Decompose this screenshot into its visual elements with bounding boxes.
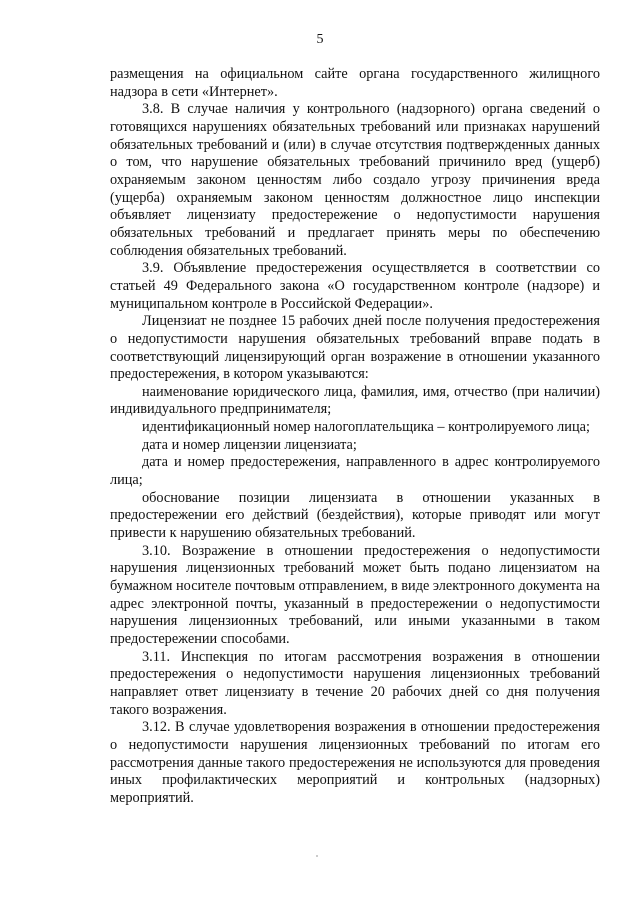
paragraph: 3.10. Возражение в отношении предостережения о недопустимости нарушения лицензионных требований может быть подано лицензиатом на бумажном носителе почтовым отправлением, в виде электронного документа на адрес электронной почты, указанный в предостережении о недопустимости нарушения лицензионных требований, или иными указанными в таком предостережении способами. bbox=[110, 542, 600, 647]
paragraph: обоснование позиции лицензиата в отношении указанных в предостережении его действий (бездействия), которые приводят или могут привести к нарушению обязательных требований. bbox=[110, 489, 600, 542]
paragraph: дата и номер предостережения, направленного в адрес контролируемого лица; bbox=[110, 454, 600, 489]
paragraph: Лицензиат не позднее 15 рабочих дней после получения предостережения о недопустимости нарушения обязательных требований вправе подать в соответствующий лицензирующий орган возражение в отношении указанного предостережения, в котором указываются: bbox=[110, 313, 600, 383]
document-body bbox=[110, 66, 600, 808]
paragraph: 3.12. В случае удовлетворения возражения в отношении предостережения о недопустимости нарушения лицензионных требований по итогам его рассмотрения данные такого предостережения не используются для проведения иных профилактических мероприятий и контрольных (надзорных) мероприятий. bbox=[110, 719, 600, 806]
paragraph: наименование юридического лица, фамилия, имя, отчество (при наличии) индивидуального предпринимателя; bbox=[110, 383, 600, 418]
paragraph: размещения на официальном сайте органа государственного жилищного надзора в сети «Интернет». bbox=[110, 66, 600, 100]
paragraph: 3.9. Объявление предостережения осуществляется в соответствии со статьей 49 Федерального закона «О государственном контроле (надзоре) и муниципальном контроле в Российской Федерации». bbox=[110, 260, 600, 312]
paragraph: идентификационный номер налогоплательщика – контролируемого лица; bbox=[142, 419, 590, 436]
paragraph: дата и номер лицензии лицензиата; bbox=[142, 436, 357, 453]
paragraph: 3.8. В случае наличия у контрольного (надзорного) органа сведений о готовящихся нарушениях обязательных требований или признаках нарушений обязательных требований и (или) в случае отсутствия подтвержденных данных о том, что нарушение обязательных требований причинило вред (ущерб) охраняемым законом ценностям либо создало угрозу причинения вреда (ущерба) охраняемым законом ценностям должностное лицо инспекции объявляет лицензиату предостережение о недопустимости нарушения обязательных требований и предлагает принять меры по обеспечению соблюдения обязательных требований. bbox=[110, 101, 600, 259]
page-number: 5 bbox=[316, 32, 324, 47]
scan-speck bbox=[316, 855, 318, 857]
paragraph: 3.11. Инспекция по итогам рассмотрения возражения в отношении предостережения о недопустимости нарушения лицензионных требований направляет ответ лицензиату в течение 20 рабочих дней со дня получения такого возражения. bbox=[110, 648, 600, 718]
